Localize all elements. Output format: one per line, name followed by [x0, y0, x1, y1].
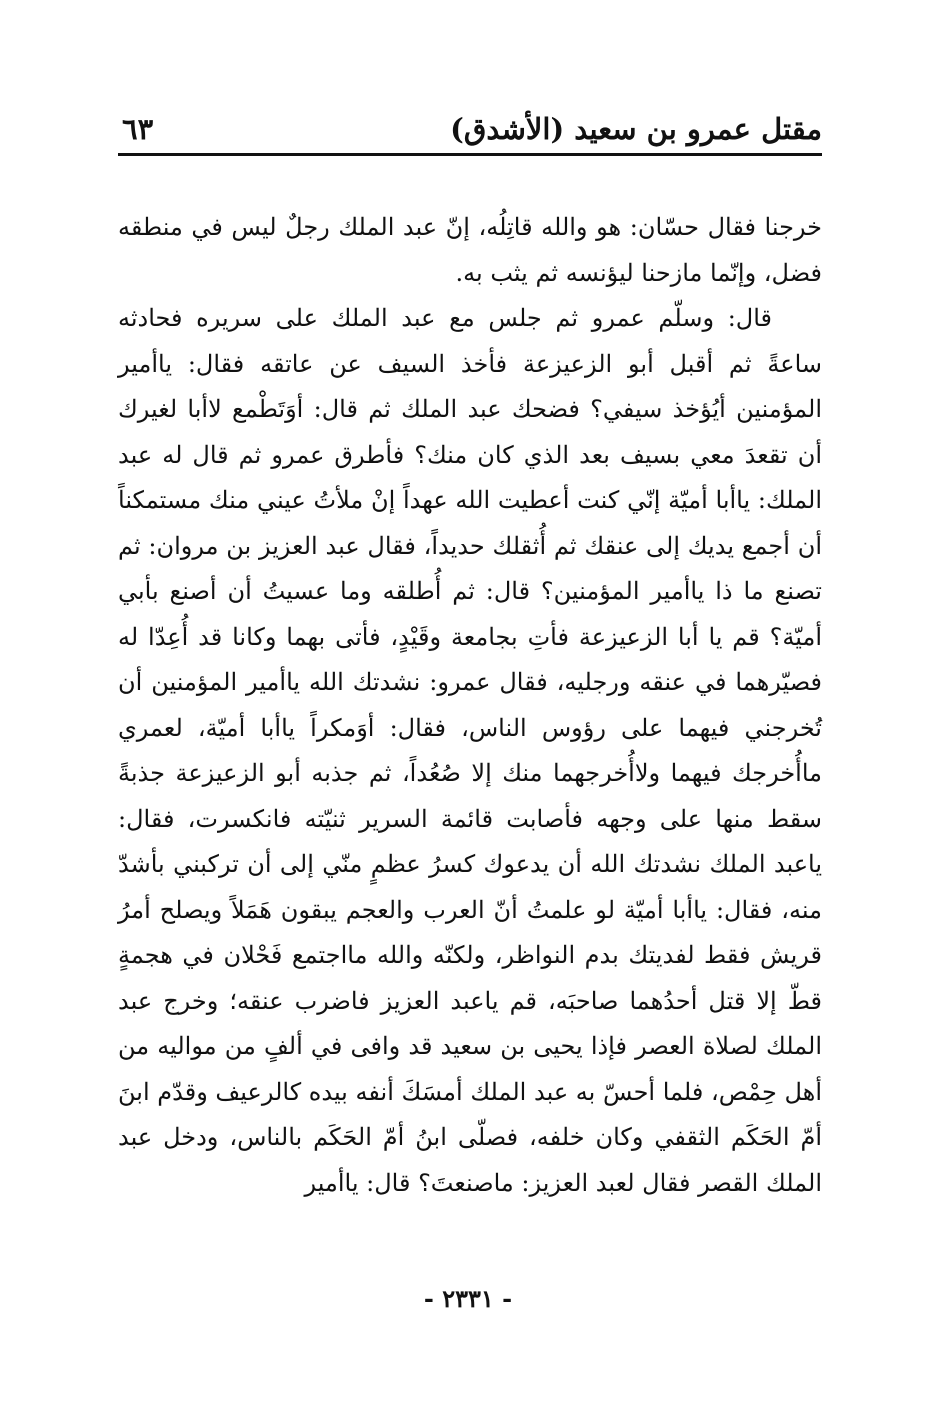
header-rule	[118, 153, 822, 156]
footer-page-number: - ٢٣٣١ -	[423, 1284, 513, 1313]
running-title: مقتل عمرو بن سعيد (الأشدق)	[450, 112, 822, 146]
page-header	[118, 112, 822, 154]
paragraph: قال: وسلّم عمرو ثم جلس مع عبد الملك على سريره فحادثه ساعةً ثم أقبل أبو الزعيزعة فأخذ السيف عن عاتقه فقال: ياأمير المؤمنين أيُؤخذ سيفي؟ فضحك عبد الملك ثم قال: أوَتَطْمع لاأبا لغيرك أن تقعدَ معي بسيف بعد الذي كان منك؟ فأطرق عمرو ثم قال له عبد الملك: ياأبا أميّة إنّي كنت أعطيت الله عهداً إنْ ملأتُ عيني منك مستمكناً أن أجمع يديك إلى عنقك ثم أُثقلك حديداً، فقال عبد العزيز بن مروان: ثم تصنع ما ذا ياأمير المؤمنين؟ قال: ثم أُطلقه وما عسيتُ أن أصنع بأبي أميّة؟ قم يا أبا الزعيزعة فأتِ بجامعة وقَيْدٍ، فأتى بهما وكانا قد أُعِدّا له فصيّرهما في عنقه ورجليه، فقال عمرو: نشدتك الله ياأمير المؤمنين أن تُخرجني فيهما على رؤوس الناس، فقال: أوَمكراً ياأبا أميّة، لعمري ماأُخرجك فيهما ولاأُخرجهما منك إلا صُعُداً، ثم جذبه أبو الزعيزعة جذبةً سقط منها على وجهه فأصابت قائمة السرير ثنيّته فانكسرت، فقال: ياعبد الملك نشدتك الله أن يدعوك كسرُ عظمٍ منّي إلى أن تركبني بأشدّ منه، فقال: ياأبا أميّة لو علمتُ أنّ العرب والعجم يبقون هَمَلاً ويصلح أمرُ قريش فقط لفديتك بدم النواظر، ولكنّه والله مااجتمع فَحْلان في هجمةٍ قطّ إلا قتل أحدُهما صاحبَه، قم ياعبد العزيز فاضرب عنقه؛ وخرج عبد الملك لصلاة العصر فإذا يحيى بن سعيد قد وافى في ألفٍ من مواليه من أهل حِمْص، فلما أحسّ به عبد الملك أمسَكَ أنفه بيده كالرعيف وقدّم ابنَ أمّ الحَكَم الثقفي وكان خلفه، فصلّى ابنُ أمّ الحَكَم بالناس، ودخل عبد الملك القصر فقال لعبد العزيز: ماصنعتَ؟ قال: ياأمير	[118, 304, 822, 1197]
paragraph: خرجنا فقال حسّان: هو والله قاتِلُه، إنّ عبد الملك رجلٌ ليس في منطقه فضل، وإنّما مازحنا ليؤنسه ثم يثب به.	[118, 213, 822, 287]
header-page-number: ٦٣	[122, 112, 154, 146]
body-text	[118, 205, 822, 1206]
